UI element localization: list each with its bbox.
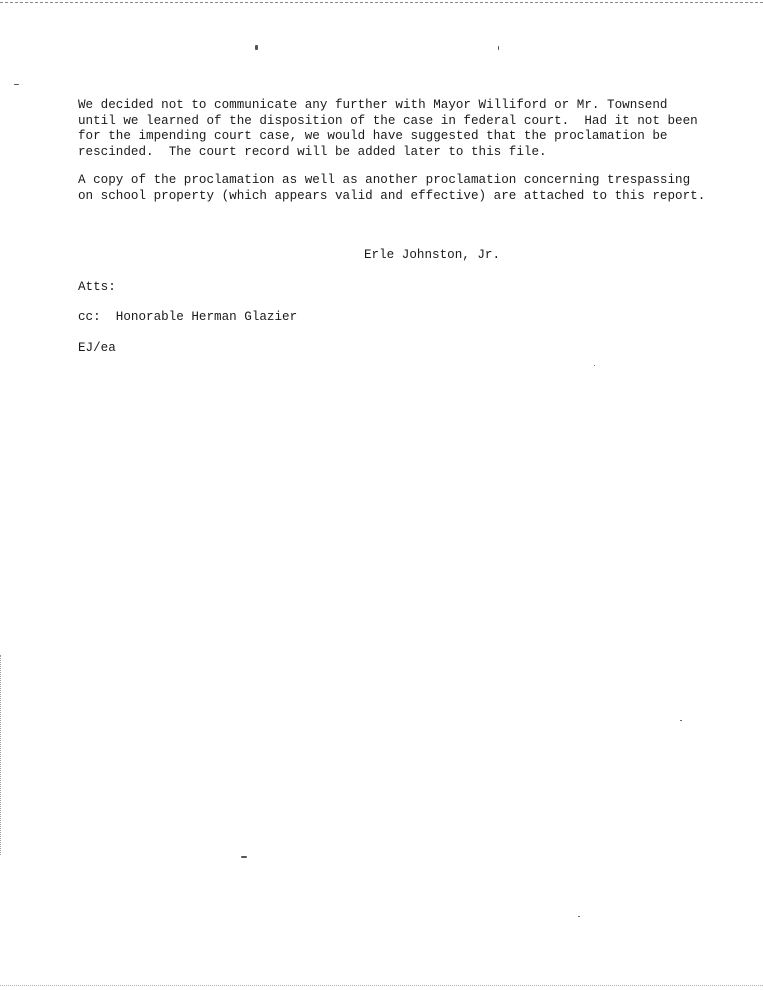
scan-speck	[594, 365, 595, 366]
page-top-edge	[0, 2, 763, 3]
scan-speck	[680, 720, 682, 721]
body-paragraph-1: We decided not to communicate any further with Mayor Williford or Mr. Townsend until we learned of the disposition of the case in federal court. Had it not been for the impending court case, we would have suggested that the proclamation be rescinded. The court record will be added later to this file.	[78, 98, 698, 159]
scan-speck	[241, 856, 247, 858]
page-left-edge	[0, 655, 1, 855]
body-paragraph-2: A copy of the proclamation as well as another proclamation concerning trespassing on school property (which appears valid and effective) are attached to this report.	[78, 173, 706, 203]
scan-speck	[578, 916, 580, 917]
carbon-copy-line: cc: Honorable Herman Glazier	[78, 310, 298, 324]
signature-name: Erle Johnston, Jr.	[364, 248, 501, 262]
scan-speck	[498, 46, 499, 50]
scan-speck	[255, 45, 258, 50]
typist-initials: EJ/ea	[78, 341, 116, 355]
attachments-label: Atts:	[78, 280, 116, 294]
scan-speck	[14, 84, 19, 85]
page-bottom-edge	[0, 985, 763, 986]
